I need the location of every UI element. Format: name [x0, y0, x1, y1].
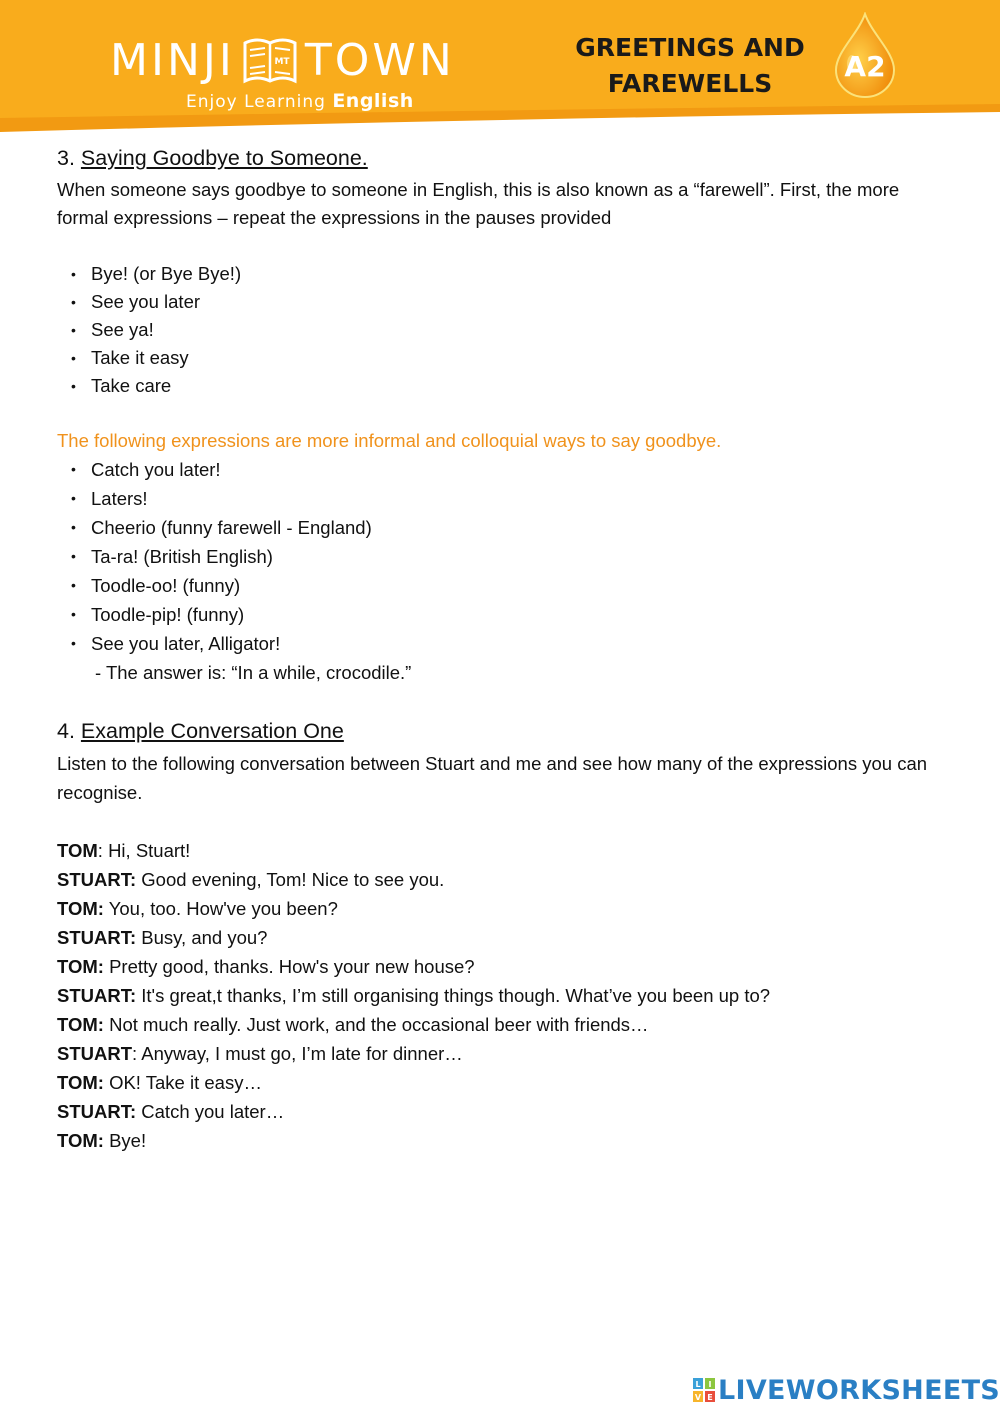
speaker: STUART:: [57, 1101, 137, 1122]
formal-farewell-list: [57, 260, 947, 400]
speaker: STUART:: [57, 985, 137, 1006]
list-item: • Toodle-pip! (funny): [57, 600, 947, 629]
speaker: TOM:: [57, 898, 104, 919]
dialog-line: [57, 952, 947, 981]
list-item: • See you later, Alligator!: [57, 629, 947, 658]
worksheet-content: [57, 142, 947, 1155]
list-item: • See ya!: [57, 316, 947, 344]
speaker: STUART: [57, 1043, 133, 1064]
section-4-heading: [57, 715, 947, 747]
list-item: • Take it easy: [57, 344, 947, 372]
icon-letter: L: [695, 1380, 701, 1389]
list-item: • Laters!: [57, 484, 947, 513]
speaker: TOM:: [57, 1130, 104, 1151]
logo-word-left: MINJI: [110, 35, 235, 86]
tagline-prefix: Enjoy Learning: [186, 92, 326, 112]
speaker: STUART:: [57, 869, 137, 890]
section-3-number: 3.: [57, 146, 75, 170]
dialog-text: You, too. How've you been?: [108, 898, 338, 919]
section-3-title: Saying Goodbye to Someone.: [80, 146, 368, 170]
list-item: • Toodle-oo! (funny): [57, 571, 947, 600]
logo-tagline: [186, 90, 414, 112]
list-item: • Bye! (or Bye Bye!): [57, 260, 947, 288]
dialog-text: Hi, Stuart!: [108, 840, 191, 861]
dialog-text: It's great,t thanks, I’m still organising things though. What’ve you been up to?: [141, 985, 771, 1006]
speaker: TOM:: [57, 956, 104, 977]
list-item: • Take care: [57, 372, 947, 400]
dialog-line: [57, 1126, 947, 1155]
dialog-text: OK! Take it easy…: [109, 1072, 262, 1093]
icon-letter: E: [707, 1393, 713, 1402]
liveworksheets-icon: [692, 1377, 716, 1403]
dialog-line: [57, 981, 947, 1010]
icon-letter: I: [708, 1380, 712, 1389]
dialog-text: Catch you later…: [141, 1101, 285, 1122]
dialog-line: [57, 1010, 947, 1039]
speaker: TOM:: [57, 1072, 104, 1093]
alligator-answer: - The answer is: “In a while, crocodile.”: [95, 662, 412, 683]
section-4-title: Example Conversation One: [80, 719, 344, 743]
speaker-separator: :: [97, 840, 109, 861]
dialog-text: Bye!: [109, 1130, 147, 1151]
section-3-heading: [57, 142, 947, 174]
section-3-intro: When someone says goodbye to someone in English, this is also known as a “farewell”. First, the more formal expressions – repeat the expressions in the pauses provided: [57, 179, 900, 228]
dialog-line: [57, 923, 947, 952]
dialog-text: Not much really. Just work, and the occasional beer with friends…: [109, 1014, 649, 1035]
section-4-intro: Listen to the following conversation between Stuart and me and see how many of the expressions you can recognise.: [57, 753, 928, 803]
list-item: • Catch you later!: [57, 455, 947, 484]
list-item: • Ta-ra! (British English): [57, 542, 947, 571]
icon-letter: V: [694, 1393, 702, 1402]
liveworksheets-footer[interactable]: [692, 1374, 1000, 1406]
dialog-text: Busy, and you?: [141, 927, 268, 948]
dialog-line: [57, 1097, 947, 1126]
logo-word-right: TOWN: [304, 35, 455, 86]
section-4-number: 4.: [57, 719, 75, 743]
page-header: [0, 0, 1000, 140]
dialog-line: [57, 894, 947, 923]
worksheet-title: GREETINGS AND FAREWELLS: [575, 33, 805, 98]
open-book-icon: [241, 35, 299, 87]
informal-note: The following expressions are more informal and colloquial ways to say goodbye.: [57, 430, 722, 451]
dialog-text: Pretty good, thanks. How's your new house?: [109, 956, 475, 977]
dialog-line: [57, 836, 947, 865]
liveworksheets-brand: LIVEWORKSHEETS: [718, 1374, 1000, 1406]
dialog-text: Good evening, Tom! Nice to see you.: [141, 869, 445, 890]
list-item: • Cheerio (funny farewell - England): [57, 513, 947, 542]
minji-town-logo: [110, 34, 490, 114]
speaker: TOM:: [57, 1014, 104, 1035]
speaker-separator: :: [132, 1043, 142, 1064]
conversation: [57, 836, 947, 1155]
tagline-bold: English: [332, 90, 414, 112]
logo-book-letters: MT: [274, 57, 290, 67]
dialog-line: [57, 865, 947, 894]
speaker: STUART:: [57, 927, 137, 948]
dialog-line: [57, 1068, 947, 1097]
list-item: • See you later: [57, 288, 947, 316]
speaker: TOM: [57, 840, 98, 861]
informal-farewell-list: [57, 455, 947, 658]
dialog-line: [57, 1039, 947, 1068]
dialog-text: Anyway, I must go, I’m late for dinner…: [141, 1043, 463, 1064]
level-badge: A2: [844, 50, 886, 83]
